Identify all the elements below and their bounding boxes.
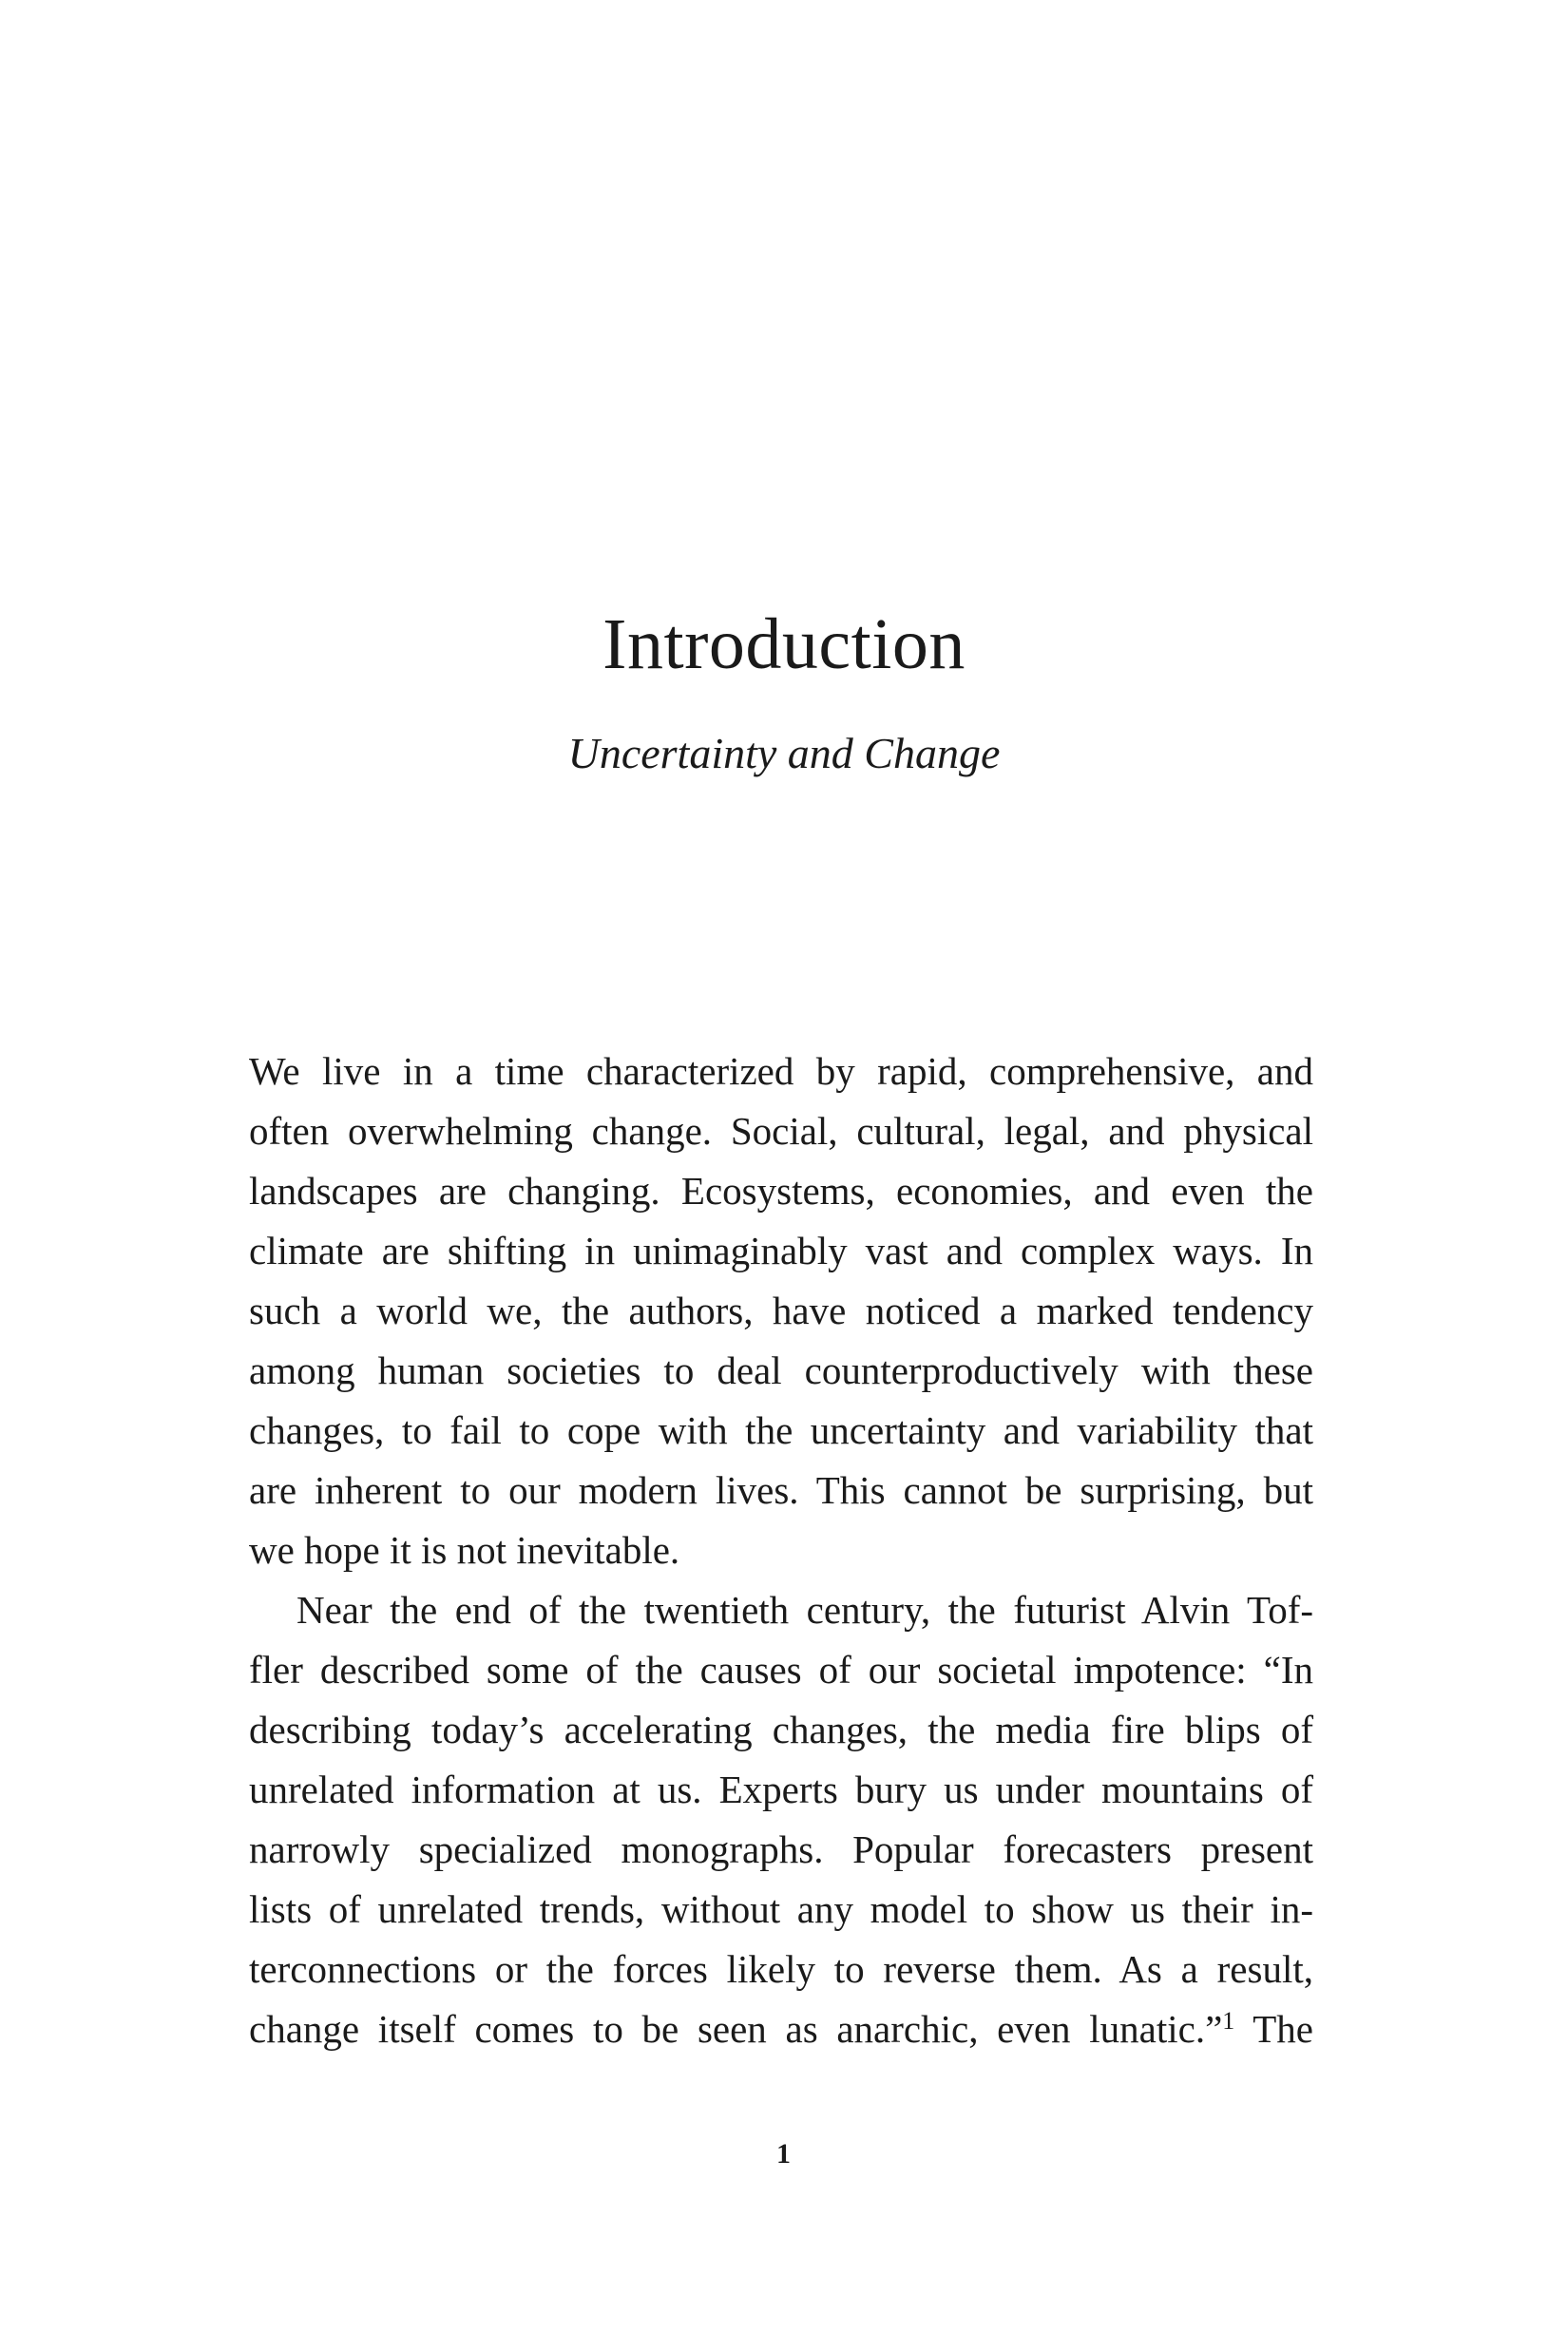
text-line-end: The	[1234, 2007, 1313, 2051]
chapter-subtitle: Uncertainty and Change	[567, 729, 1001, 777]
text-line: landscapes are changing. Ecosystems, economies, and even the	[249, 1169, 1313, 1213]
text-line-with-footnote	[249, 1999, 1313, 2059]
text-line: such a world we, the authors, have noticed a marked tendency	[249, 1289, 1313, 1332]
text-line: narrowly specialized monographs. Popular forecasters present	[249, 1827, 1313, 1871]
text-line: lists of unrelated trends, without any model to show us their in-	[249, 1887, 1313, 1931]
text-line: Near the end of the twentieth century, the futurist Alvin Tof-	[296, 1588, 1313, 1632]
paragraph	[249, 1580, 1313, 2059]
text-line: we hope it is not inevitable.	[249, 1528, 680, 1572]
text-line: fler described some of the causes of our societal impotence: “In	[249, 1648, 1313, 1692]
text-line: We live in a time characterized by rapid, comprehensive, and	[249, 1049, 1313, 1093]
footnote-reference[interactable]: 1	[1222, 2007, 1235, 2035]
text-line: among human societies to deal counterproductively with these	[249, 1348, 1313, 1392]
text-line: often overwhelming change. Social, cultural, legal, and physical	[249, 1109, 1313, 1153]
paragraph	[249, 1042, 1313, 1580]
chapter-title: Introduction	[602, 604, 966, 684]
text-line: describing today’s accelerating changes, the media fire blips of	[249, 1708, 1313, 1751]
text-line: changes, to fail to cope with the uncertainty and variability that	[249, 1408, 1313, 1452]
text-line-start: change itself comes to be seen as anarchic, even lunatic.”	[249, 2007, 1223, 2051]
text-line: unrelated information at us. Experts bury us under mountains of	[249, 1768, 1313, 1811]
text-line: are inherent to our modern lives. This cannot be surprising, but	[249, 1468, 1313, 1512]
body-text	[249, 1042, 1313, 2059]
text-line: terconnections or the forces likely to reverse them. As a result,	[249, 1947, 1313, 1991]
page-number: 1	[776, 2138, 792, 2170]
text-line: climate are shifting in unimaginably vast and complex ways. In	[249, 1229, 1313, 1272]
